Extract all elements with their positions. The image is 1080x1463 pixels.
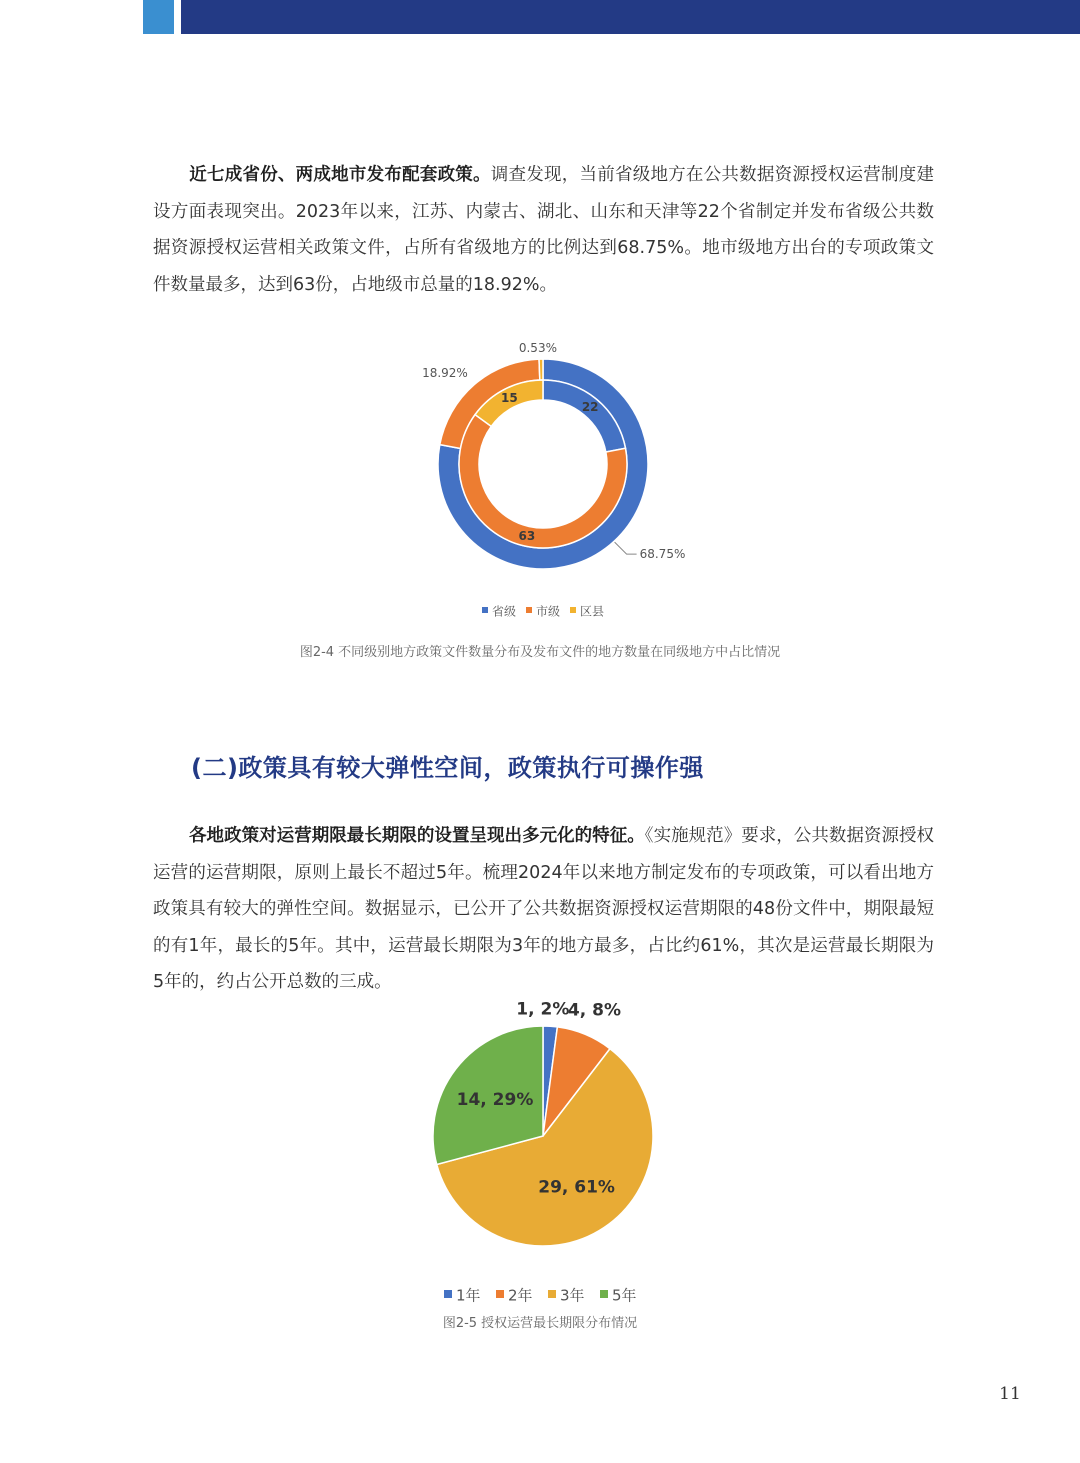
donut-legend-label-1: 市级 [536,604,561,619]
paragraph-2-body: 《实施规范》要求，公共数据资源授权运营的运营期限，原则上最长不超过5年。梳理2024年以来地方制定发布的专项政策，可以看出地方政策具有较大的弹性空间。数据显示，已公开了公共数据资源授权运营期限的48份文件中，期限最短的有1年，最长的5年。其中，运营最长期限为3年的地方最多，占比约61%，其次是运营最长期限为5年的，约占公开总数的三成。 [153,826,935,992]
paragraph-1 [153,157,934,303]
donut-inner-label-0: 22 [581,399,599,414]
donut-legend-label-2: 区县 [580,604,605,619]
donut-legend-swatch-2 [570,607,576,613]
pie-legend-swatch-1 [496,1290,504,1298]
pie-legend-label-0: 1年 [456,1286,481,1305]
pie-label-0: 1, 2% [516,999,570,1020]
pie-label-1: 4, 8% [567,1000,621,1021]
page-number: 11 [999,1384,1021,1404]
donut-outer-label-2: 0.53% [518,341,557,356]
pie-legend-label-3: 5年 [612,1286,637,1305]
figure-caption-2-5: 图2-5 授权运营最长期限分布情况 [442,1316,638,1331]
figure-caption-2-4: 图2-4 不同级别地方政策文件数量分布及发布文件的地方数量在同级地方中占比情况 [299,645,781,660]
section-heading: (二)政策具有较大弹性空间，政策执行可操作强 [191,754,704,782]
pie-label-2: 29, 61% [538,1177,615,1198]
pie-legend-label-1: 2年 [508,1286,533,1305]
paragraph-1-body: 调查发现，当前省级地方在公共数据资源授权运营制度建设方面表现突出。2023年以来，江苏、内蒙古、湖北、山东和天津等22个省制定并发布省级公共数据资源授权运营相关政策文件，占所有省级地方的比例达到68.75%。地市级地方出台的专项政策文件数量最多，达到63份，占地级市总量的18.92%。 [153,165,935,295]
donut-legend-swatch-1 [526,607,532,613]
pie-legend-swatch-2 [548,1290,556,1298]
donut-chart [380,330,720,630]
donut-inner-label-1: 63 [518,529,536,544]
donut-outer-label-0: 68.75% [639,547,686,562]
paragraph-2-lead: 各地政策对运营期限最长期限的设置呈现出多元化的特征。 [189,826,645,846]
donut-legend-swatch-0 [482,607,488,613]
paragraph-1-lead: 近七成省份、两成地市发布配套政策。 [189,165,491,185]
paragraph-2 [153,818,934,1001]
pie-legend-swatch-0 [444,1290,452,1298]
pie-legend-swatch-3 [600,1290,608,1298]
header-accent-block [143,0,174,34]
donut-legend-label-0: 省级 [492,604,517,619]
donut-inner-label-2: 15 [501,391,518,406]
header-bar [181,0,1080,34]
donut-outer-segment-2 [539,359,543,380]
donut-leader-line [615,542,637,554]
pie-chart [380,995,720,1310]
pie-label-3: 14, 29% [456,1090,534,1111]
donut-outer-label-1: 18.92% [422,366,468,381]
pie-legend-label-2: 3年 [560,1286,585,1305]
